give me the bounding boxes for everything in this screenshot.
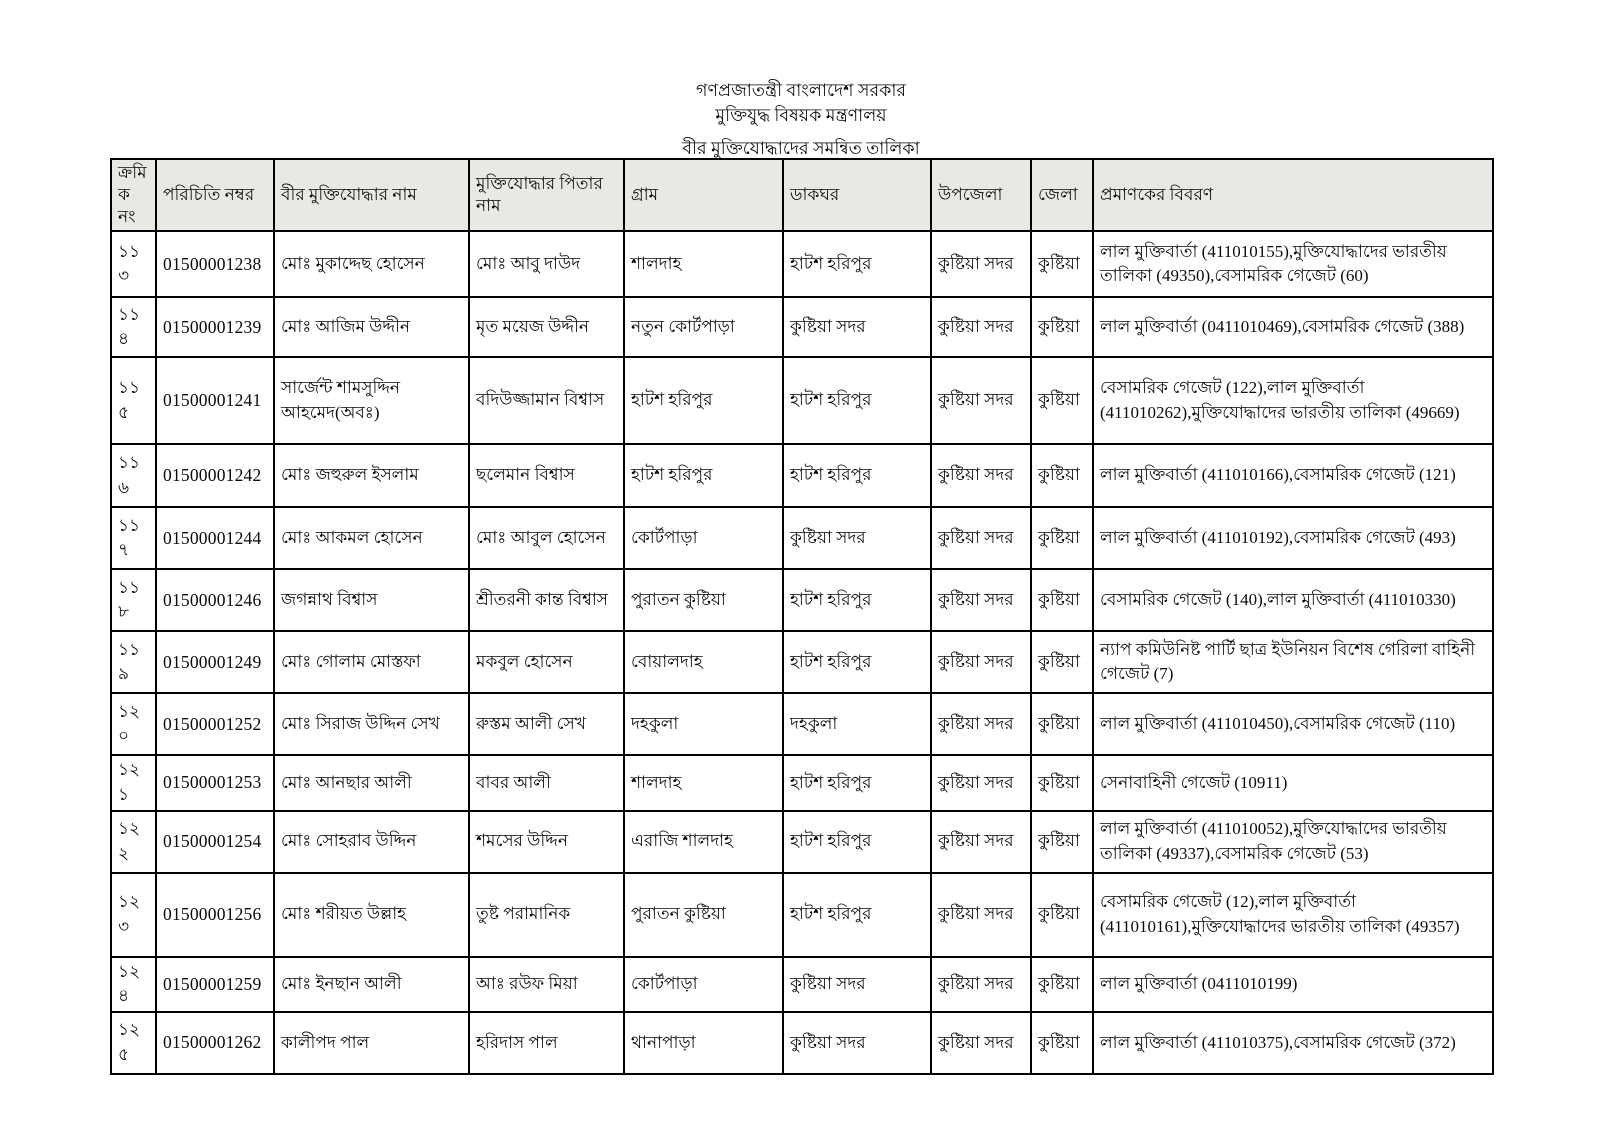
post-office-cell: হাটশ হরিপুর: [783, 444, 931, 507]
header-district: জেলা: [1031, 159, 1093, 231]
table-row: [111, 357, 1493, 444]
father-name-cell: আঃ রউফ মিয়া: [469, 957, 624, 1012]
title-list-name: বীর মুক্তিযোদ্ধাদের সমন্বিত তালিকা: [682, 137, 920, 158]
father-name-cell: শমসের উদ্দিন: [469, 811, 624, 873]
district-cell: কুষ্টিয়া: [1031, 873, 1093, 957]
upazila-cell: কুষ্টিয়া সদর: [931, 1012, 1031, 1074]
proof-cell: বেসামরিক গেজেট (140),লাল মুক্তিবার্তা (411010330): [1093, 569, 1493, 631]
father-name-cell: বাবর আলী: [469, 755, 624, 810]
upazila-cell: কুষ্টিয়া সদর: [931, 957, 1031, 1012]
fighter-name-cell: সার্জেন্ট শামসুদ্দিন আহমেদ(অবঃ): [274, 357, 469, 444]
father-name-cell: তুষ্ট পরামানিক: [469, 873, 624, 957]
header-post-office: ডাকঘর: [783, 159, 931, 231]
fighter-name-cell: মোঃ আনছার আলী: [274, 755, 469, 810]
fighter-name-cell: মোঃ জহুরুল ইসলাম: [274, 444, 469, 507]
upazila-cell: কুষ্টিয়া সদর: [931, 569, 1031, 631]
village-cell: পুরাতন কুষ্টিয়া: [624, 569, 783, 631]
id-number-cell: 01500001254: [156, 811, 274, 873]
upazila-cell: কুষ্টিয়া সদর: [931, 811, 1031, 873]
father-name-cell: মোঃ আবু দাউদ: [469, 231, 624, 297]
id-number-cell: 01500001238: [156, 231, 274, 297]
header-upazila: উপজেলা: [931, 159, 1031, 231]
table-row: [111, 1012, 1493, 1074]
table-row: [111, 231, 1493, 297]
district-cell: কুষ্টিয়া: [1031, 297, 1093, 357]
fighter-name-cell: মোঃ গোলাম মোস্তফা: [274, 631, 469, 693]
upazila-cell: কুষ্টিয়া সদর: [931, 507, 1031, 569]
title-ministry: মুক্তিযুদ্ধ বিষয়ক মন্ত্রণালয়: [715, 105, 887, 126]
village-cell: হাটশ হরিপুর: [624, 357, 783, 444]
id-number-cell: 01500001252: [156, 693, 274, 755]
id-number-cell: 01500001241: [156, 357, 274, 444]
district-cell: কুষ্টিয়া: [1031, 755, 1093, 810]
fighter-name-cell: মোঃ আকমল হোসেন: [274, 507, 469, 569]
father-name-cell: হরিদাস পাল: [469, 1012, 624, 1074]
id-number-cell: 01500001244: [156, 507, 274, 569]
table-row: [111, 444, 1493, 507]
table-row: [111, 631, 1493, 693]
freedom-fighters-table: [110, 158, 1494, 1075]
fighter-name-cell: মোঃ সোহরাব উদ্দিন: [274, 811, 469, 873]
proof-cell: লাল মুক্তিবার্তা (411010052),মুক্তিযোদ্ধাদের ভারতীয় তালিকা (49337),বেসামরিক গেজেট (53): [1093, 811, 1493, 873]
table-row: [111, 873, 1493, 957]
id-number-cell: 01500001259: [156, 957, 274, 1012]
post-office-cell: কুষ্টিয়া সদর: [783, 297, 931, 357]
header-proof: প্রমাণকের বিবরণ: [1093, 159, 1493, 231]
serial-cell: ১১৩: [111, 231, 156, 297]
id-number-cell: 01500001242: [156, 444, 274, 507]
district-cell: কুষ্টিয়া: [1031, 569, 1093, 631]
village-cell: কোর্টপাড়া: [624, 507, 783, 569]
proof-cell: লাল মুক্তিবার্তা (411010166),বেসামরিক গেজেট (121): [1093, 444, 1493, 507]
table-row: [111, 755, 1493, 810]
header-father-name: মুক্তিযোদ্ধার পিতার নাম: [469, 159, 624, 231]
post-office-cell: কুষ্টিয়া সদর: [783, 957, 931, 1012]
post-office-cell: হাটশ হরিপুর: [783, 873, 931, 957]
table-row: [111, 297, 1493, 357]
table-row: [111, 957, 1493, 1012]
upazila-cell: কুষ্টিয়া সদর: [931, 693, 1031, 755]
serial-cell: ১১৪: [111, 297, 156, 357]
fighter-name-cell: জগন্নাথ বিশ্বাস: [274, 569, 469, 631]
upazila-cell: কুষ্টিয়া সদর: [931, 444, 1031, 507]
upazila-cell: কুষ্টিয়া সদর: [931, 357, 1031, 444]
fighter-name-cell: মোঃ শরীয়ত উল্লাহ: [274, 873, 469, 957]
serial-cell: ১২১: [111, 755, 156, 810]
header-id-number: পরিচিতি নম্বর: [156, 159, 274, 231]
id-number-cell: 01500001249: [156, 631, 274, 693]
id-number-cell: 01500001262: [156, 1012, 274, 1074]
post-office-cell: হাটশ হরিপুর: [783, 231, 931, 297]
proof-cell: সেনাবাহিনী গেজেট (10911): [1093, 755, 1493, 810]
fighter-name-cell: মোঃ আজিম উদ্দীন: [274, 297, 469, 357]
table-row: [111, 569, 1493, 631]
village-cell: কোর্টপাড়া: [624, 957, 783, 1012]
village-cell: এরাজি শালদাহ: [624, 811, 783, 873]
serial-cell: ১১৮: [111, 569, 156, 631]
upazila-cell: কুষ্টিয়া সদর: [931, 755, 1031, 810]
district-cell: কুষ্টিয়া: [1031, 631, 1093, 693]
header-fighter-name: বীর মুক্তিযোদ্ধার নাম: [274, 159, 469, 231]
upazila-cell: কুষ্টিয়া সদর: [931, 297, 1031, 357]
serial-cell: ১২০: [111, 693, 156, 755]
table-row: [111, 507, 1493, 569]
proof-cell: লাল মুক্তিবার্তা (411010450),বেসামরিক গেজেট (110): [1093, 693, 1493, 755]
fighter-name-cell: মোঃ মুকাদ্দেছ হোসেন: [274, 231, 469, 297]
proof-cell: লাল মুক্তিবার্তা (411010375),বেসামরিক গেজেট (372): [1093, 1012, 1493, 1074]
district-cell: কুষ্টিয়া: [1031, 693, 1093, 755]
table-row: [111, 811, 1493, 873]
father-name-cell: রুস্তম আলী সেখ: [469, 693, 624, 755]
serial-cell: ১১৭: [111, 507, 156, 569]
serial-cell: ১২২: [111, 811, 156, 873]
post-office-cell: হাটশ হরিপুর: [783, 755, 931, 810]
upazila-cell: কুষ্টিয়া সদর: [931, 631, 1031, 693]
father-name-cell: মকবুল হোসেন: [469, 631, 624, 693]
fighter-name-cell: কালীপদ পাল: [274, 1012, 469, 1074]
proof-cell: লাল মুক্তিবার্তা (411010155),মুক্তিযোদ্ধাদের ভারতীয় তালিকা (49350),বেসামরিক গেজেট (60): [1093, 231, 1493, 297]
father-name-cell: শ্রীতরনী কান্ত বিশ্বাস: [469, 569, 624, 631]
district-cell: কুষ্টিয়া: [1031, 507, 1093, 569]
district-cell: কুষ্টিয়া: [1031, 231, 1093, 297]
village-cell: নতুন কোর্টপাড়া: [624, 297, 783, 357]
proof-cell: বেসামরিক গেজেট (12),লাল মুক্তিবার্তা (411010161),মুক্তিযোদ্ধাদের ভারতীয় তালিকা (49357): [1093, 873, 1493, 957]
serial-cell: ১১৫: [111, 357, 156, 444]
id-number-cell: 01500001256: [156, 873, 274, 957]
father-name-cell: ছলেমান বিশ্বাস: [469, 444, 624, 507]
village-cell: শালদাহ: [624, 755, 783, 810]
table-body: [111, 231, 1493, 1074]
post-office-cell: হাটশ হরিপুর: [783, 631, 931, 693]
id-number-cell: 01500001246: [156, 569, 274, 631]
table-row: [111, 693, 1493, 755]
page-header: [110, 78, 1492, 161]
fighter-name-cell: মোঃ ইনছান আলী: [274, 957, 469, 1012]
serial-cell: ১২৪: [111, 957, 156, 1012]
village-cell: শালদাহ: [624, 231, 783, 297]
post-office-cell: হাটশ হরিপুর: [783, 811, 931, 873]
father-name-cell: বদিউজ্জামান বিশ্বাস: [469, 357, 624, 444]
post-office-cell: হাটশ হরিপুর: [783, 569, 931, 631]
header-serial: ক্রমিক নং: [111, 159, 156, 231]
serial-cell: ১১৬: [111, 444, 156, 507]
village-cell: বোয়ালদাহ: [624, 631, 783, 693]
title-government: গণপ্রজাতন্ত্রী বাংলাদেশ সরকার: [695, 80, 907, 100]
proof-cell: ন্যাপ কমিউনিষ্ট পার্টি ছাত্র ইউনিয়ন বিশেষ গেরিলা বাহিনী গেজেট (7): [1093, 631, 1493, 693]
district-cell: কুষ্টিয়া: [1031, 444, 1093, 507]
district-cell: কুষ্টিয়া: [1031, 811, 1093, 873]
village-cell: দহকুলা: [624, 693, 783, 755]
serial-cell: ১১৯: [111, 631, 156, 693]
proof-cell: লাল মুক্তিবার্তা (0411010199): [1093, 957, 1493, 1012]
id-number-cell: 01500001253: [156, 755, 274, 810]
post-office-cell: কুষ্টিয়া সদর: [783, 1012, 931, 1074]
father-name-cell: মোঃ আবুল হোসেন: [469, 507, 624, 569]
district-cell: কুষ্টিয়া: [1031, 357, 1093, 444]
id-number-cell: 01500001239: [156, 297, 274, 357]
serial-cell: ১২৩: [111, 873, 156, 957]
village-cell: হাটশ হরিপুর: [624, 444, 783, 507]
proof-cell: লাল মুক্তিবার্তা (0411010469),বেসামরিক গেজেট (388): [1093, 297, 1493, 357]
proof-cell: লাল মুক্তিবার্তা (411010192),বেসামরিক গেজেট (493): [1093, 507, 1493, 569]
header-village: গ্রাম: [624, 159, 783, 231]
post-office-cell: কুষ্টিয়া সদর: [783, 507, 931, 569]
district-cell: কুষ্টিয়া: [1031, 957, 1093, 1012]
district-cell: কুষ্টিয়া: [1031, 1012, 1093, 1074]
table-header-row: [111, 159, 1493, 231]
father-name-cell: মৃত ময়েজ উদ্দীন: [469, 297, 624, 357]
proof-cell: বেসামরিক গেজেট (122),লাল মুক্তিবার্তা (411010262),মুক্তিযোদ্ধাদের ভারতীয় তালিকা (49669): [1093, 357, 1493, 444]
village-cell: পুরাতন কুষ্টিয়া: [624, 873, 783, 957]
post-office-cell: হাটশ হরিপুর: [783, 357, 931, 444]
upazila-cell: কুষ্টিয়া সদর: [931, 231, 1031, 297]
village-cell: থানাপাড়া: [624, 1012, 783, 1074]
post-office-cell: দহকুলা: [783, 693, 931, 755]
upazila-cell: কুষ্টিয়া সদর: [931, 873, 1031, 957]
fighter-name-cell: মোঃ সিরাজ উদ্দিন সেখ: [274, 693, 469, 755]
serial-cell: ১২৫: [111, 1012, 156, 1074]
